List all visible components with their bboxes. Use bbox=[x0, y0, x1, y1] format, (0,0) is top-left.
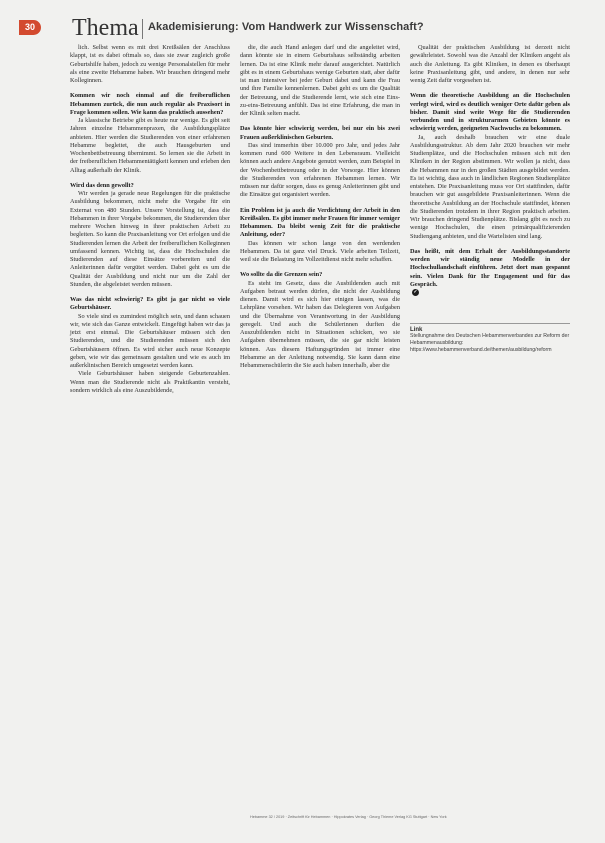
question-heading: Das heißt, mit dem Erhalt der Ausbildungsstandorte werden wir ständig neue Modelle in der Hochschullandschaft einführen. Jetzt dort man gespannt sein. Vielen Dank für Ihr Engagement und für das Gespräch. bbox=[410, 247, 570, 288]
question-heading: Wenn die theoretische Ausbildung an die Hochschulen verlegt wird, wird es deutlich weniger Orte dafür geben als bisher. Damit sind weite Wege für die Studierenden verbunden und in strukturarmen Gebieten könnte es schwierig werden, geeigneten Nachwuchs zu bekommen. bbox=[410, 92, 570, 133]
end-mark-icon: ✓ bbox=[413, 289, 418, 296]
body-paragraph: Das können wir schon lange von den werdenden Hebammen. Da ist ganz viel Druck. Viele arbeiten Teilzeit, weil sie die Belastung im Vollzeitdienst nicht mehr schaffen. bbox=[240, 239, 400, 263]
question-heading: Das könnte hier schwierig werden, bei nur ein bis zwei Frauen außerklinischen Geburten. bbox=[240, 125, 400, 141]
section-title: Thema bbox=[72, 15, 139, 41]
body-paragraph: Es steht im Gesetz, dass die Ausbildenden auch mit Aufgaben betraut werden dürfen, die nicht der Ausbildung dienen. Damit wird es sich hier einigen lassen, was die Lehrpläne vorsehen. Wir haben das Delegieren von Aufgaben und die Übernahme von Verantwortung in der Ausbildung geregelt. Und auch die Schülerinnen durften die Auszubildenden nicht in Situationen schicken, wo sie Aufgaben übernehmen müssen, die sie gar nicht leisten können. Aus diesem Haftungsgründen ist immer eine Hebamme an der Anleitung notwendig. Sie kann dann eine Hebammenschülerin die Sie auch haben innerhalb, aber die bbox=[240, 279, 400, 369]
page-number-badge: 30 bbox=[19, 20, 41, 35]
body-paragraph: Ja klassische Betriebe gibt es heute nur wenige. Es gibt seit Jahren einzelne Hebammenpraxen, die Ausbildungsplätze anbieten. Hier werden die Studierenden von einer erfahrenen Hebamme begleitet, die auch Hausgeburten und Wochenbettbetreuung übernimmt. So lernen sie die Arbeit in der freiberuflichen Hebammentätigkeit kennen und erleben den Alltag außerhalb der Klinik. bbox=[70, 117, 230, 174]
literature-heading: Link bbox=[410, 327, 423, 334]
question-heading: Was das nicht schwierig? Es gibt ja gar nicht so viele Geburtshäuser. bbox=[70, 296, 230, 312]
body-paragraph: Viele Geburtshäuser haben steigende Geburtenzahlen. Wenn man die Studierende nicht als Praktikantin versteht, sondern wirklich als eine Auszubildende, bbox=[70, 370, 230, 394]
body-paragraph: Qualität der praktischen Ausbildung ist derzeit nicht gewährleistet. Sowohl was die Anzahl der Kliniken angeht als auch die Anleitung. Es gibt Kliniken, in denen es überhaupt keine Praxisanleitung gibt, und andere, in denen nur sehr wenig Zeit dafür vorgesehen ist. bbox=[410, 44, 570, 84]
page-footer: Hebamme 32 / 2019 · Zeitschrift für Hebammen · Hippokrates Verlag · Georg Thieme Verlag KG Stuttgart · New York bbox=[250, 815, 447, 819]
column-3-body bbox=[410, 44, 570, 289]
text-column-1 bbox=[70, 44, 230, 395]
body-paragraph: Wir werden ja gerade neue Regelungen für die praktische Ausbildung bekommen, nicht mehr die Vorgabe für ein Externat von 480 Stunden. Unsere Vorstellung ist, dass die Hebammen in ihrer Vorgabe bekommen, die Studierenden über mehrere Wochen hinweg in ihrer praktischen Arbeit zu begleiten. So kann die Praxisanleitung vor Ort erfolgen und die Studierenden lernen die Arbeit der freiberuflichen Kolleginnen umfassend kennen. Wichtig ist, dass die Hochschulen die Studierenden auf diese Einsätze vorbereiten und die Anleiterinnen dafür vergütet werden. Dabei geht es um die Qualität der Ausbildung und nicht nur um die Zahl der Stunden, die abgeleistet werden müssen. bbox=[70, 190, 230, 288]
literature-divider bbox=[410, 323, 570, 324]
question-heading: Ein Problem ist ja auch die Verdichtung der Arbeit in den Kreißsälen. Es gibt immer mehr Frauen für immer weniger Hebammen. Da bleibt wenig Zeit für die praktische Anleitung, oder? bbox=[240, 206, 400, 239]
body-paragraph: die, die auch Hand anlegen darf und die angeleitet wird, dann könnte sie in einem Geburtshaus selbständig arbeiten lernen. Da ist eine Klinik mehr darauf ausgerichtet. Natürlich gibt es in einem Geburtshaus wenige Geburten statt, aber dafür ist man intensiver bei jeder Geburt dabei und kann die Frau und ihre Familie kennenlernen. Dabei geht es um die Qualität der Betreuung, und die Studierende lernt, wie sich eine Eins-zu-eins-Betreuung anfühlt. Das ist eine Erfahrung, die man in der Klinik selten macht. bbox=[240, 44, 400, 117]
body-paragraph: lich. Selbst wenn es mit drei Kreißsälen der Anschluss klappt, ist es dabei oftmals so, dass sie zwar zugleich große Geburtshilfe haben, jedoch zu wenige Personalstellen für mehr als eine zweite Hebamme haben. Wir brauchen dringend mehr Kolleginnen. bbox=[70, 44, 230, 84]
body-paragraph: Ja, auch deshalb brauchen wir eine duale Ausbildungsstruktur. Ab dem Jahr 2020 brauchen wir mehr Studienplätze, und die Hochschulen müssen sich mit den Kliniken in der Region abstimmen. Wir wollen ja nicht, dass die Hebammen nur in den großen Städten ausgebildet werden. Es ist wichtig, dass auch in ländlichen Regionen Studienplätze entstehen. Die Praxisanleitung muss vor Ort stattfinden, dafür brauchen wir gut ausgebildete Praxisanleiterinnen. Wenn die theoretische Ausbildung an der Hochschule stattfindet, können die Studierenden trotzdem in ihrer Region praktisch arbeiten. Wir brauchen dringend Studienplätze. Bislang gibt es noch zu wenige Hochschulen, die einen primärqualifizierenden Studiengang anbieten, und die Wartelisten sind lang. bbox=[410, 133, 570, 240]
question-heading: Wird das denn gewollt? bbox=[70, 181, 134, 189]
literature-text: Stellungnahme des Deutschen Hebammenverbandes zur Reform der Hebammenausbildung: https://www.hebammenverband.de/themen/ausbildung/reform bbox=[410, 333, 570, 354]
body-paragraph: Das sind immerhin über 10.000 pro Jahr, und jedes Jahr kommen rund 600 Weitere in den Lebensraum. Vielleicht können auch andere Angebote genutzt werden, zum Beispiel in der Wochenbettbetreuung oder in der Vorsorge. Hier können die Studierenden von erfahrenen Hebammen lernen. Wir müssen nur dafür sorgen, dass es genug Anleiterinnen gibt und die Einsätze gut organisiert werden. bbox=[240, 141, 400, 199]
text-column-3 bbox=[410, 44, 570, 354]
text-column-2 bbox=[240, 44, 400, 370]
body-paragraph: So viele sind es zumindest möglich sein, und dann schauen wir, wie sich das Ganze entwickelt. Eingefügt haben wir das ja jetzt erst einmal. Die Geburtshäuser müssen sich den Studierenden, und die Studierenden müssen sich den Geburtshäusern öffnen. Es wird sicher auch neue Konzepte geben, wie wir das gemeinsam gestalten und wie es auch im außerklinischen Bereich umgesetzt werden kann. bbox=[70, 312, 230, 369]
article-subtitle: Akademisierung: Vom Handwerk zur Wissenschaft? bbox=[148, 21, 424, 33]
question-heading: Wo sollte da die Grenzen sein? bbox=[240, 271, 323, 279]
question-heading: Kommen wir noch einmal auf die freiberuflichen Hebammen zurück, die nun auch regulär als Praxisort in Frage kommen sollen. Wie kann das praktisch aussehen? bbox=[70, 92, 230, 116]
header-divider bbox=[142, 19, 143, 39]
